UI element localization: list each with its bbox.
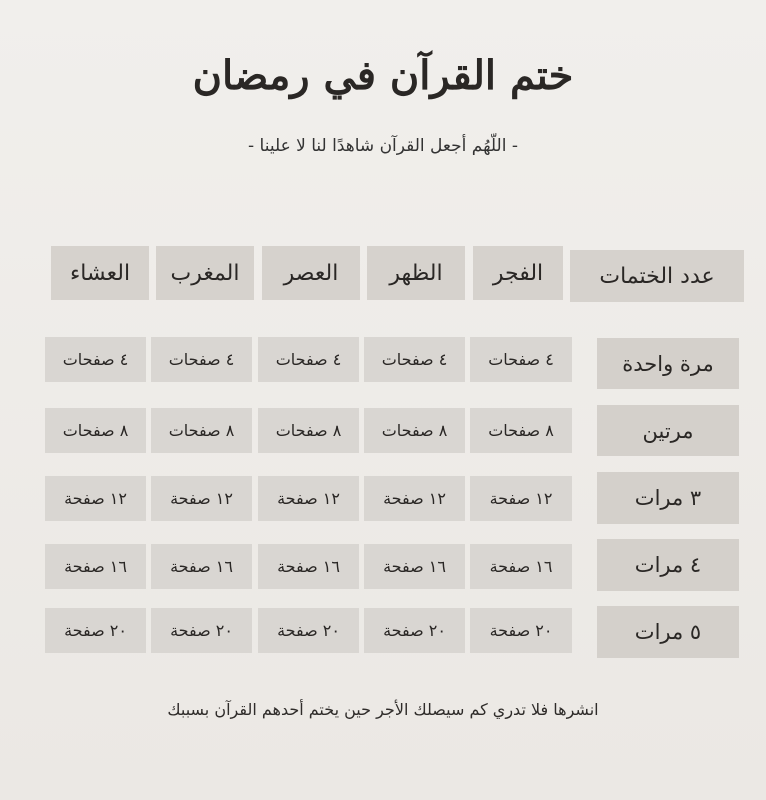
table-cell: ٢٠ صفحة <box>470 608 572 653</box>
table-cell: ١٦ صفحة <box>470 544 572 589</box>
header-asr: العصر <box>262 246 360 300</box>
header-khatmat-count: عدد الختمات <box>570 250 744 302</box>
table-cell: ٢٠ صفحة <box>258 608 359 653</box>
row-label: ٣ مرات <box>597 472 739 524</box>
table-cell: ٨ صفحات <box>258 408 359 453</box>
table-cell: ٢٠ صفحة <box>364 608 465 653</box>
page-title: ختم القرآن في رمضان <box>192 52 574 99</box>
table-cell: ٨ صفحات <box>364 408 465 453</box>
table-cell: ٨ صفحات <box>45 408 146 453</box>
footer-note: انشرها فلا تدري كم سيصلك الأجر حين يختم أحدهم القرآن بسببك <box>167 700 599 719</box>
table-cell: ١٦ صفحة <box>45 544 146 589</box>
table-cell: ٤ صفحات <box>364 337 465 382</box>
row-label: ٥ مرات <box>597 606 739 658</box>
table-cell: ١٢ صفحة <box>364 476 465 521</box>
table-cell: ١٢ صفحة <box>470 476 572 521</box>
table-cell: ١٢ صفحة <box>151 476 252 521</box>
header-isha: العشاء <box>51 246 149 300</box>
table-cell: ٢٠ صفحة <box>45 608 146 653</box>
table-cell: ٢٠ صفحة <box>151 608 252 653</box>
table-cell: ٨ صفحات <box>470 408 572 453</box>
row-label: ٤ مرات <box>597 539 739 591</box>
table-cell: ٤ صفحات <box>151 337 252 382</box>
table-cell: ١٦ صفحة <box>258 544 359 589</box>
row-label: مرة واحدة <box>597 338 739 389</box>
table-cell: ١٦ صفحة <box>151 544 252 589</box>
header-dhuhr: الظهر <box>367 246 465 300</box>
table-cell: ٤ صفحات <box>470 337 572 382</box>
row-label: مرتين <box>597 405 739 456</box>
table-cell: ١٦ صفحة <box>364 544 465 589</box>
table-cell: ٨ صفحات <box>151 408 252 453</box>
table-cell: ١٢ صفحة <box>258 476 359 521</box>
header-maghrib: المغرب <box>156 246 254 300</box>
page-subtitle: - اللّهُم أجعل القرآن شاهدًا لنا لا علينا - <box>247 136 518 156</box>
table-cell: ٤ صفحات <box>45 337 146 382</box>
table-cell: ٤ صفحات <box>258 337 359 382</box>
header-fajr: الفجر <box>473 246 563 300</box>
table-cell: ١٢ صفحة <box>45 476 146 521</box>
